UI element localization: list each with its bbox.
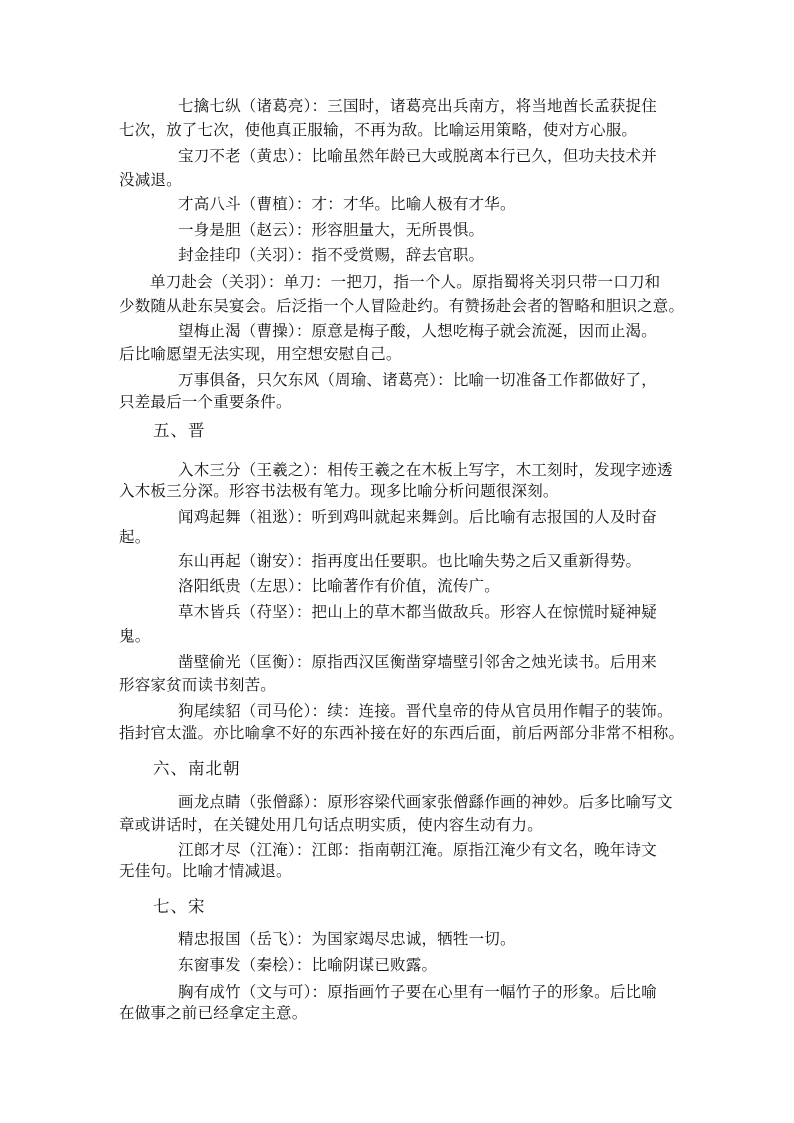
text-line: 入木三分（王羲之）：相传王羲之在木板上写字，木工刻时，发现字迹透: [178, 461, 673, 479]
text-line: 胸有成竹（文与可）：原指画竹子要在心里有一幅竹子的形象。后比喻: [178, 983, 657, 1001]
text-line: 章或讲话时，在关键处用几句话点明实质，使内容生动有力。: [119, 816, 543, 834]
text-line: 起。: [119, 528, 151, 546]
text-line: 狗尾续貂（司马伦）：续：连接。晋代皇帝的侍从官员用作帽子的装饰。: [178, 702, 673, 720]
text-line: 东窗事发（秦桧）：比喻阴谋已败露。: [178, 956, 438, 974]
text-line: 江郎才尽（江淹）：江郎：指南朝江淹。原指江淹少有文名，晚年诗文: [178, 841, 657, 859]
text-line: 少数随从赴东吴宴会。后泛指一个人冒险赴约。有赞扬赴会者的智略和胆识之意。: [119, 297, 685, 315]
text-line: 万事俱备，只欠东风（周瑜、诸葛亮）：比喻一切准备工作都做好了，: [178, 371, 657, 389]
text-line: 草木皆兵（苻坚）：把山上的草木都当做敌兵。形容人在惊慌时疑神疑: [178, 603, 657, 621]
text-line: 东山再起（谢安）：指再度出任要职。也比喻失势之后又重新得势。: [178, 552, 642, 570]
text-line: 封金挂印（关羽）：指不受赏赐，辞去官职。: [178, 246, 485, 264]
text-line: 七擒七纵（诸葛亮）：三国时，诸葛亮出兵南方，将当地酋长孟获捉住: [178, 97, 657, 115]
text-line: 精忠报国（岳飞）：为国家竭尽忠诚，牺牲一切。: [178, 930, 516, 948]
text-line: 在做事之前已经拿定主意。: [119, 1004, 308, 1022]
text-line: 入木板三分深。形容书法极有笔力。现多比喻分析问题很深刻。: [119, 482, 559, 500]
text-line: 宝刀不老（黄忠）：比喻虽然年龄已大或脱离本行已久，但功夫技术并: [178, 147, 657, 165]
text-line: 一身是胆（赵云）：形容胆量大，无所畏惧。: [178, 221, 485, 239]
text-line: 无佳句。比喻才情减退。: [119, 862, 292, 880]
text-line: 形容家贫而读书刻苦。: [119, 676, 277, 694]
section-heading-jin: 五、晋: [153, 421, 206, 440]
text-line: 只差最后一个重要条件。: [119, 393, 292, 411]
text-line: 洛阳纸贵（左思）：比喻著作有价值，流传广。: [178, 577, 500, 595]
text-line: 望梅止渴（曹操）：原意是梅子酸，人想吃梅子就会流涎，因而止渴。: [178, 322, 657, 340]
text-line: 才高八斗（曹植）：才：才华。比喻人极有才华。: [178, 195, 516, 213]
text-line: 画龙点睛（张僧繇）：原形容梁代画家张僧繇作画的神妙。后多比喻写文: [178, 793, 673, 811]
section-heading-nanbeichao: 六、南北朝: [153, 759, 241, 778]
text-line: 鬼。: [119, 627, 151, 645]
text-line: 后比喻愿望无法实现，用空想安慰自己。: [119, 345, 402, 363]
text-line: 没减退。: [119, 171, 182, 189]
text-line: 凿壁偷光（匡衡）：原指西汉匡衡凿穿墙壁引邻舍之烛光读书。后用来: [178, 653, 657, 671]
text-line: 指封官太滥。亦比喻拿不好的东西补接在好的东西后面，前后两部分非常不相称。: [119, 724, 685, 742]
text-line: 闻鸡起舞（祖逖）：听到鸡叫就起来舞剑。后比喻有志报国的人及时奋: [178, 508, 657, 526]
section-heading-song: 七、宋: [153, 897, 206, 916]
text-line: 七次，放了七次，使他真正服输，不再为敌。比喻运用策略，使对方心服。: [119, 121, 638, 139]
text-line: 单刀赴会（关羽）：单刀：一把刀，指一个人。原指蜀将关羽只带一口刀和: [150, 273, 661, 291]
